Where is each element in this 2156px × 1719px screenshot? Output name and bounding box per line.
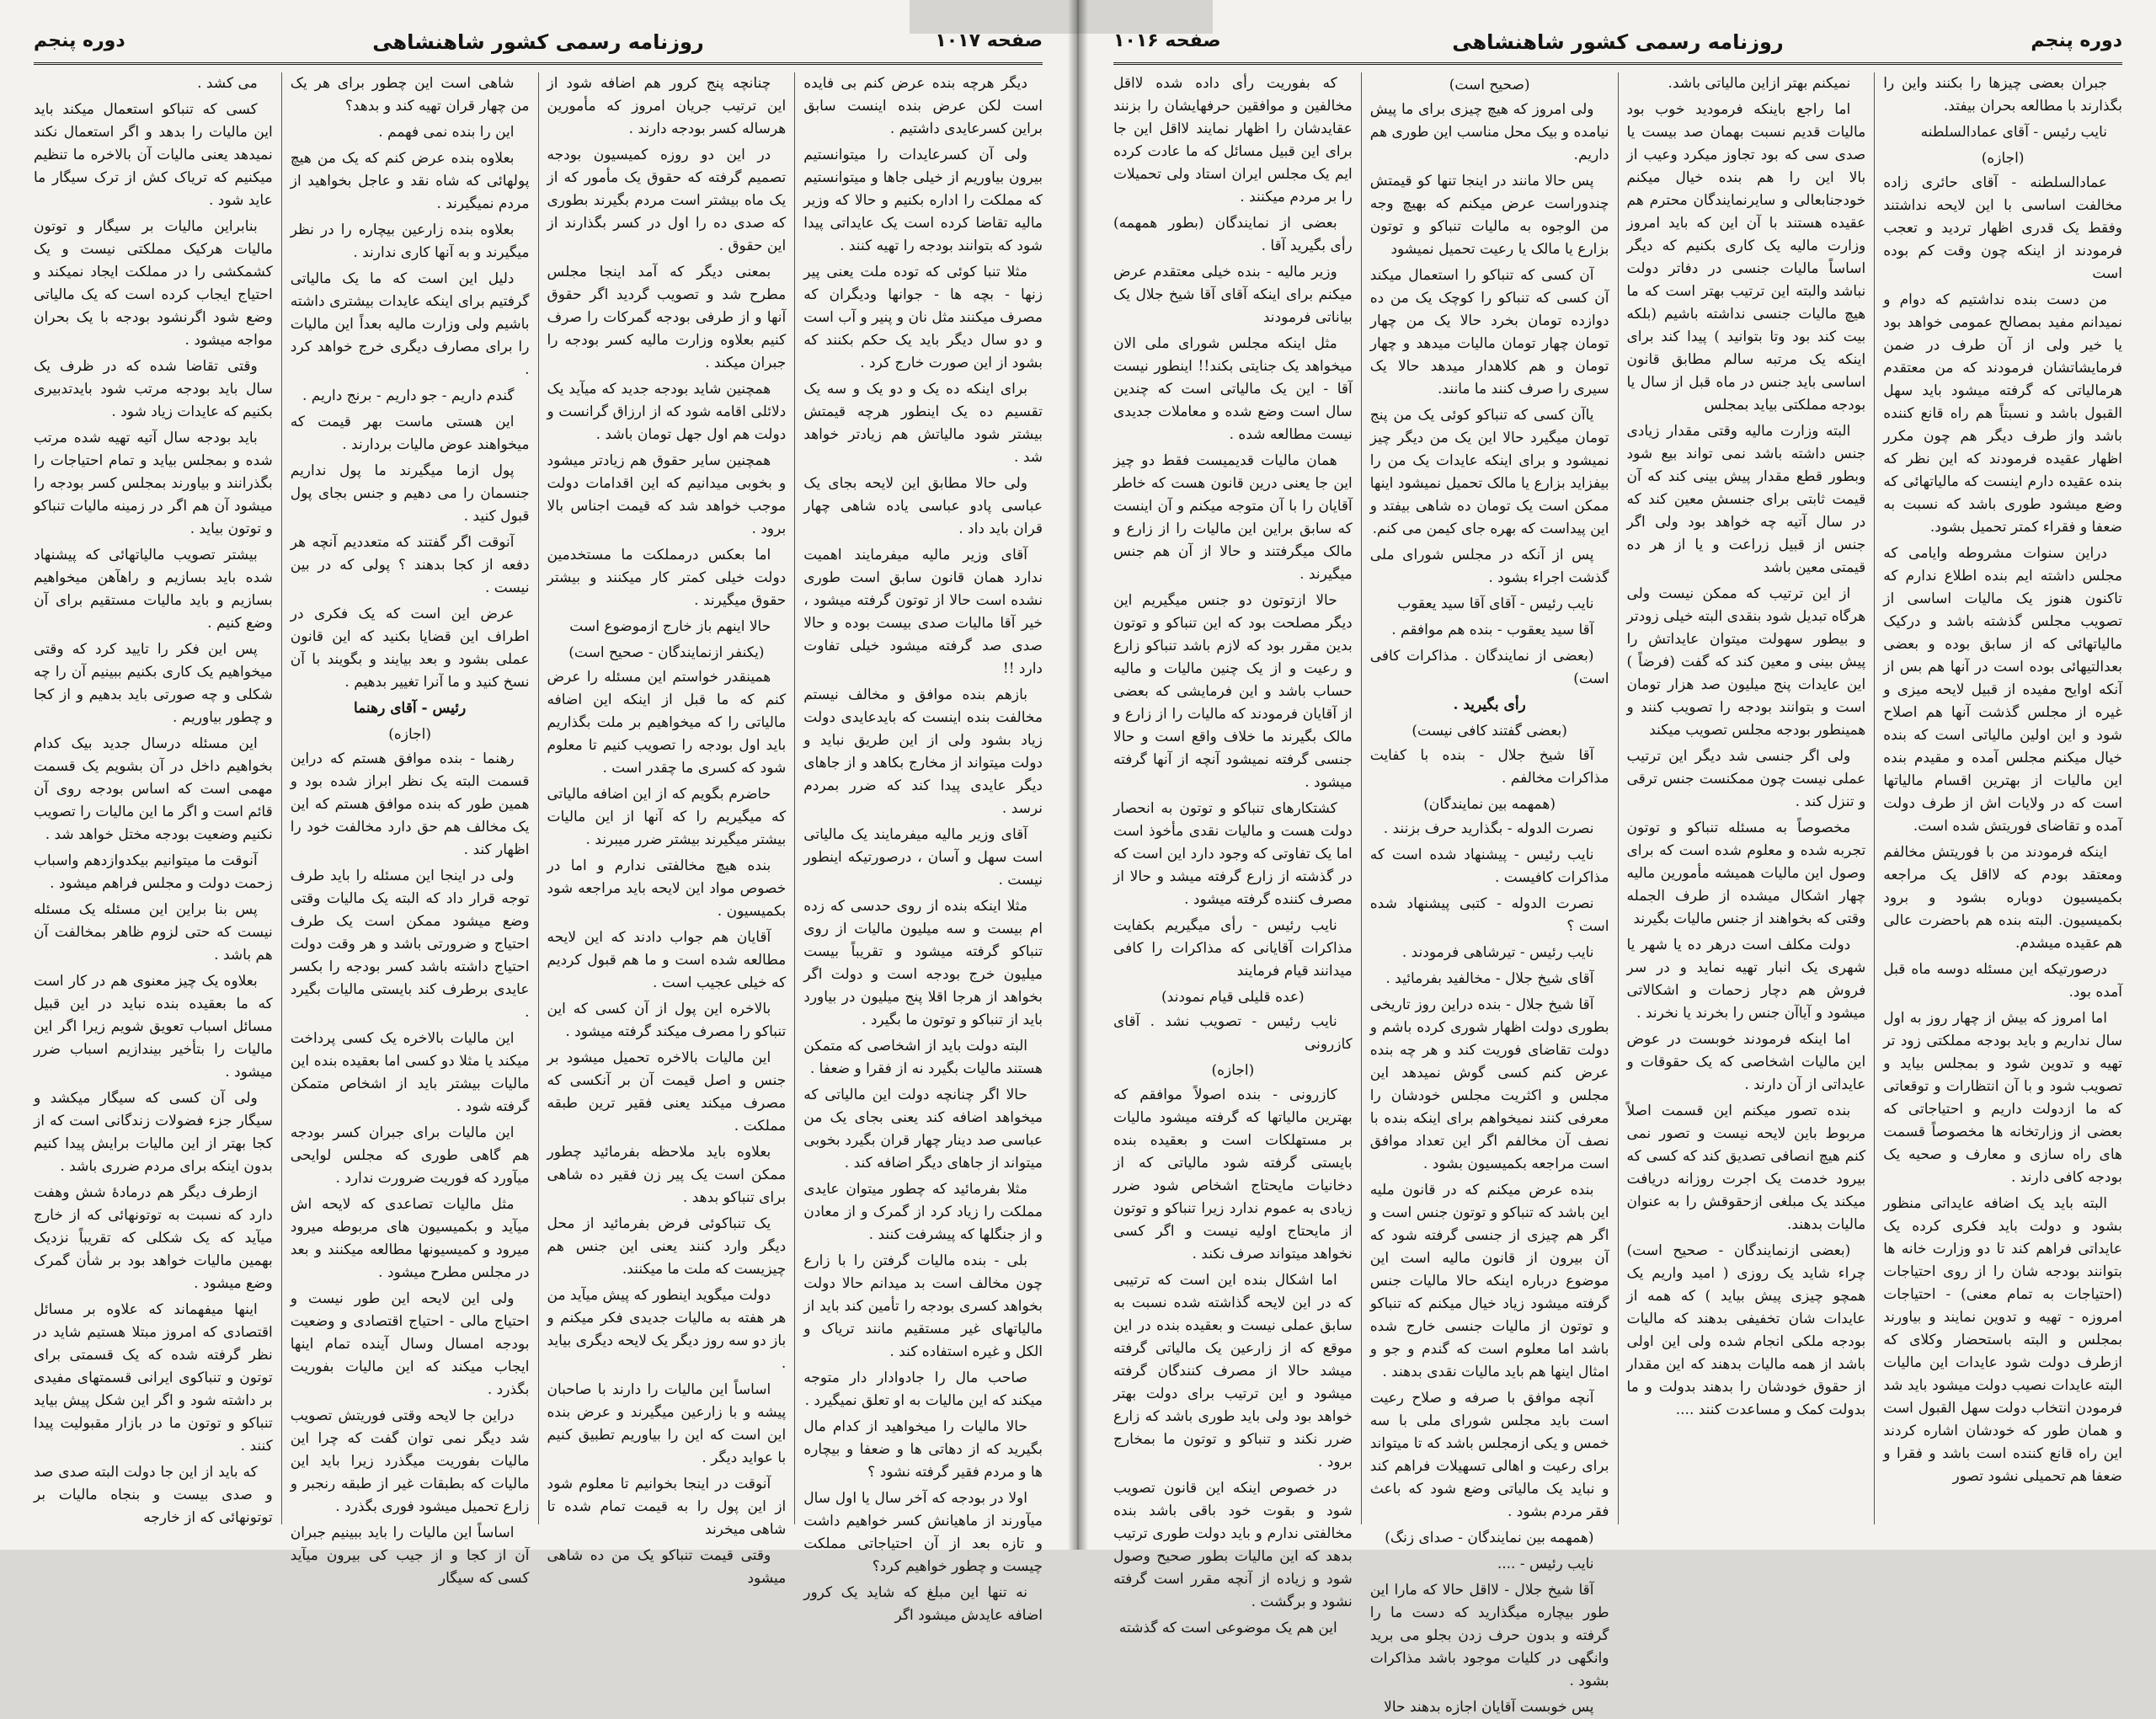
paragraph: پس از آنکه در مجلس شورای ملی گذشت اجراء بشود . — [1369, 547, 1609, 586]
paragraph: اولا در بودجه که آخر سال یا اول سال میآورند از ماهیانش کسر خواهیم داشت و تازه بعد از آن احتیاجاتی مملکت چیست و چطور خواهیم کرد؟ — [803, 1490, 1043, 1575]
parenthetical-note: (بعضی گفتند کافی نیست) — [1412, 723, 1567, 739]
paragraph: ولی این لایحه این طور نیست و احتیاج مالی - احتیاج اقتصادی و وضعیت بودجه امسال وسال آینده تمام اینها ایجاب میکند که این مالیات بفوریت بگذرد . — [290, 1290, 530, 1398]
paragraph: همینقدر خواستم این مسئله را عرض کنم که ما قبل از اینکه این اضافه مالیاتی را که میخواهیم بر ملت بگذاریم باید اول بودجه را تصویب کنیم تا معلوم شود که کسری ما چقدر است . — [547, 669, 787, 777]
paragraph: دراین سنوات مشروطه وایامی که مجلس داشته ایم بنده اطلاع ندارم که تاکنون هنوز یک مالیات اساسی از تصویب مجلس گذشته باشد و درکیک مالیاتهائی که از سابق بوده و بعضی بعدالتیهائی بوده است در آنها هم بس از آنکه اوایح مفیده از قبیل لایحه میزی و غیره از مجلس گذشت آنها هم اصلاح شود و این اولین مالیاتی است که بنده خیال میکنم مجلس آمده و مقیدم بنده این مالیات از بهترین اقسام مالیاتها است که در ولایات اش از طرف دولت آمده و تقاضای فوریتش شده است. — [1883, 545, 2122, 835]
paragraph: نایب رئیس - تصویب نشد . آقای کازرونی — [1113, 1013, 1353, 1053]
page-number: صفحه ۱۰۱۶ — [1113, 30, 1221, 51]
paragraph: بمعنی دیگر که آمد اینجا مجلس مطرح شد و تصویب گردید اگر حقوق آنها و از طرفی بودجه گمرکات را صرف کنیم بعلاوه وزارت مالیه کسر بودجه را جبران میکند . — [547, 264, 787, 371]
paragraph: کازرونی - بنده اصولاً موافقم که بهترین مالیاتها که گرفته میشود مالیات بر مستهلکات است و بعقیده بنده بایستی گرفته شود مالیاتی که از دخانیات مایحتاج اشخاص شود ضرر زیادی به عموم ندارد زیرا تنباکو و توتون از مایحتاج اولیه نیست و اگر کسی نخواهد میتواند صرف نکند . — [1113, 1086, 1353, 1263]
left-page — [0, 0, 1076, 1624]
paragraph: ولی آن کسی که سیگار میکشد و سیگار جزء فضولات زندگانی است که از کجا بهتر از این مالیات برایش پیدا کنیم بدون اینکه برای مردم ضرری باشد . — [34, 1090, 273, 1175]
paragraph: بعلاوه یک چیز معنوی هم در کار است که ما بعقیده بنده نباید در این قبیل مسائل اسباب تعویق شویم زیرا اگر این مالیات را بتأخیر بیندازیم اسباب ضرر میشود . — [34, 973, 273, 1081]
paragraph: بعلاوه بنده زارعین بیچاره را در نظر میگیرند و به آنها کاری ندارند . — [290, 222, 530, 261]
paragraph: نایب رئیس - آقای آقا سید یعقوب — [1397, 595, 1594, 612]
paragraph: که بفوریت رأی داده شده لااقل مخالفین و موافقین حرفهایشان را بزنند عقایدشان را اظهار نمایند لااقل این جا برای این قبیل مسائل که ما عادت کرده ایم یک مجلس ایران استاد ولی تحمیلات را بر مردم میکنند . — [1113, 75, 1353, 206]
left-page-columns — [25, 72, 1051, 1624]
right-page-columns — [1105, 72, 2131, 1716]
paragraph: پس خوبست آقایان اجازه بدهند حالا — [1384, 1699, 1594, 1716]
speaker-heading: رئیس - آقای رهنما — [354, 700, 467, 717]
parenthetical-note: (عده قلیلی قیام نمودند) — [1161, 989, 1305, 1006]
paragraph: ولی آن کسرعایدات را میتوانستیم بیرون بیاوریم از خیلی جاها و میتوانستیم که مملکت را اداره بکنیم و حالا که وزیر مالیه تقاضا کرده است یک عایداتی پیدا شود که بتوانند بودجه را تهیه کنند . — [803, 147, 1043, 254]
paragraph: نصرت الدوله - کتبی پیشنهاد شده است ؟ — [1369, 895, 1609, 935]
paragraph: البته دولت باید از اشخاصی که متمکن هستند مالیات بگیرد نه از فقرا و ضعفا . — [803, 1038, 1043, 1077]
paragraph: پول ازما میگیرند ما پول نداریم جنسمان را می دهیم و جنس بجای پول قبول کنید . — [290, 462, 530, 525]
paragraph: حاضرم بگویم که از این اضافه مالیاتی که میگیریم را که آنها از این مالیات بیشتر میگیرند بیشتر ضرر میبرند . — [547, 786, 787, 848]
paragraph: بنده عرض میکنم که در قانون ملیه این باشد که تنباکو و توتون جنس است و اگر هم چیزی از جنسی گرفته شود که آن بیرون از قانون مالیه است این موضوع درباره اینکه حالا مالیات جنس گرفته میشود زیاد خیال میکنم که تنباکو و توتون از مالیات جنسی خارج شده باشد اما معلوم است که گندم و جو و امثال اینها هم باید مالیات نقدی بدهند . — [1369, 1182, 1609, 1380]
paragraph: این هستی ماست بهر قیمت که میخواهند عوض مالیات بردارند . — [290, 414, 530, 453]
text-column — [794, 72, 1051, 1624]
paragraph: در این دو روزه کمیسیون بودجه تصمیم گرفته که حقوق یک مأمور که از یک ماه بیشتر است مردم بگیرند بطوری که صدی ده را اول در کسر بگذارند از این حقوق . — [547, 147, 787, 254]
session-label: دوره پنجم — [34, 30, 125, 51]
paragraph: نمیکنم بهتر ازاین مالیاتی باشد. — [1668, 75, 1851, 92]
paragraph: یاآن کسی که تنباکو کوئی یک من پنج تومان میگیرد حالا این یک من دیگر چیز نمیشود و برای اینکه عایدات یک من را بیفزاید بزارع یا مالک تحمیل نمیشود اینها ممکن است یک تومان ده شاهی بیفتد و این پیداست که بهره جای کیمن می کنم. — [1369, 407, 1609, 537]
paragraph: وقتی قیمت تنباکو یک من ده شاهی میشود — [547, 1547, 787, 1587]
paragraph: این را بنده نمی فهمم . — [378, 124, 515, 141]
page-number: صفحه ۱۰۱۷ — [935, 30, 1043, 51]
paragraph: این مالیات بالاخره تحمیل میشود بر جنس و اصل قیمت آن بر آنکسی که مصرف میکند یعنی فقیر ترین طبقه مملکت . — [547, 1049, 787, 1134]
paragraph: آقای وزیر مالیه میفرمایند یک مالیاتی است سهل و آسان ، درصورتیکه اینطور نیست . — [803, 826, 1043, 889]
paragraph: اساساً این مالیات را دارند با صاحبان پیشه و با زارعین میگیرند و عرض بنده این است که این را بیاوریم تطبیق کنیم با عواید دیگر . — [547, 1381, 787, 1466]
paragraph: آنوقت اگر گفتند که متعددیم آنچه هر دفعه از کجا بدهند ؟ پولی که در بین نیست . — [290, 534, 530, 596]
paragraph: دلیل این است که ما یک مالیاتی گرفتیم برای اینکه عایدات بیشتری داشته باشیم ولی وزارت مالیه بعداً این مالیات را برای مصارف دیگری خرج خواهد کرد . — [290, 270, 530, 378]
paragraph: آقا شیخ جلال - لااقل حالا که مارا این طور بیچاره میگذارید که دست ما را گرفته و بدون حرف زدن بجلو می برید وانگهی در کلیات موجود باشد مذاکرات بشود . — [1369, 1582, 1609, 1690]
paragraph: آنوقت در اینجا بخوانیم تا معلوم شود از این پول را به قیمت تمام شده تا شاهی میخرند — [547, 1476, 787, 1538]
paragraph: در خصوص اینکه این قانون تصویب شود و بقوت خود باقی باشد بنده مخالفتی ندارم و باید دولت طوری ترتیب بدهد که این مالیات بطور صحیح وصول شود و زیاده از آنچه مقرر است گرفته نشود و برگشت . — [1113, 1480, 1353, 1610]
paragraph: اما بعکس درمملکت ما مستخدمین دولت خیلی کمتر کار میکنند و بیشتر حقوق میگیرند . — [547, 547, 787, 609]
paragraph: پس این فکر را تایید کرد که وقتی میخواهیم یک کاری بکنیم ببینیم آن را چه شکلی و چه صورتی باید بدهیم و از کجا و چطور بیاوریم . — [34, 641, 273, 726]
text-column — [25, 72, 281, 1524]
paragraph: آقای شیخ جلال - مخالفید بفرمائید . — [1385, 970, 1594, 987]
paragraph: می کشد . — [197, 75, 258, 92]
paragraph: بیشتر تصویب مالیاتهائی که پیشنهاد شده باید بسازیم و راهآهن میخواهیم بسازیم و باید مالیات مستقیم برای آن وضع کنیم . — [34, 547, 273, 632]
paragraph: برای اینکه ده یک و دو یک و سه یک تقسیم ده یک اینطور هرچه قیمتش بیشتر شود مالیاتش هم زیادتر خواهد شد . — [803, 381, 1043, 466]
paragraph: همچنین سایر حقوق هم زیادتر میشود و بخوبی میدانیم که این اقدامات دولت موجب خواهد شد که قیمت اجناس بالا برود . — [547, 452, 787, 537]
paragraph: (بعضی ازنمایندگان - صحیح است) چراء شاید یک روزی ( امید واریم یک همچو چیزی پیش بیاید ) که همه از عایدات شان تخفیفی بدهند که مالیات بودجه ملکی انجام شده ولی این اولی باشد از همه مالیات بدهند که این مقدار از حقوق خودشان را بدهند بدولت و ما بدولت کمک و مساعدت کنند .... — [1626, 1242, 1866, 1418]
paragraph: دولت مکلف است درهر ده یا شهر یا شهری یک انبار تهیه نماید و در سر فروش هم دچار زحمات و اشکالاتی میشود و آیاآن جنس را بخرند یا نخرند . — [1626, 937, 1866, 1022]
paragraph: حالا مالیات را میخواهید از کدام مال بگیرید که از دهاتی ها و ضعفا و بیچاره ها و مردم فقیر گرفته نشود ؟ — [803, 1418, 1043, 1481]
paragraph: عرض این است که یک فکری در اطراف این قضایا بکنید که این قانون عملی بشود و بعد بیایند و بگویند با آن نسخ کنید و ما آنرا تغییر بدهیم . — [290, 606, 530, 691]
paragraph: من دست بنده نداشتیم که دوام و نمیدانم مفید بمصالح عمومی خواهد بود یا خیر ولی از آن طرف در ضمن فرمایشاتشان فرمودند که من معتقدم هرمالیاتی که گرفته میشود باید سهل القبول باشد و نسبتاً هم راه قانع کننده باشد واز طرف دیگر هم چون مکرر اظهار عقیده فرمودند که این نظر که بنده عقیده دارم اینست که مالیاتهائی که وضع میشود طوری باشد که نسبت به ضعفا و فقراء کمتر تحمیل بشود. — [1883, 291, 2122, 536]
parenthetical-note: (یکنفر ازنمایندگان - صحیح است) — [568, 644, 765, 661]
paragraph: این هم یک موضوعی است که گذشته — [1118, 1620, 1337, 1636]
paragraph: دیگر هرچه بنده عرض کنم بی فایده است لکن عرض بنده اینست سابق براین کسرعایدی داشتیم . — [803, 75, 1043, 137]
paragraph: بنابراین مالیات بر سیگار و توتون مالیات هرکیک مملکتی نیست و یک کشمکشی را در مملکت ایجاد نمیکند و احتیاج ایجاب کرده است که یک مالیاتی وضع شود اگرنشود بودجه با یک بحران مواجه میشود . — [34, 218, 273, 349]
paragraph: آن کسی که تنباکو را استعمال میکند آن کسی که تنباکو را کوچک یک من ده دوازده تومان بخرد حالا یک من چهار تومان چهار تومان مالیات میدهد و چهار تومان و هم کلاهدار میدهد حالا یک سیری را صرف کنند ما مانند. — [1369, 267, 1609, 398]
paragraph: دراین جا لایحه وقتی فوریتش تصویب شد دیگر نمی توان گفت که چرا این مالیات بفوریت میگذرد زیرا باید این مالیات که بطبقات غیر از طبقه رنجبر و زارع تحمیل میشود فوری بگذرد . — [290, 1407, 530, 1515]
paragraph: بلی - بنده مالیات گرفتن را با زارع چون مخالف است بد میدانم حالا دولت بخواهد کسری بودجه را تأمین کند باید از مالیاتهای غیر مستقیم مانند تریاک و الکل و غیره استفاده کند . — [803, 1252, 1043, 1360]
paragraph: بازهم بنده موافق و مخالف نیستم مخالفت بنده اینست که بایدعایدی دولت زیاد بشود ولی از این طریق نباید و دولت میتواند از مخارج بکاهد و از جاهای دیگر عایدی پیدا کند که ضرر بمردم نرسد . — [803, 686, 1043, 817]
paragraph: یک تنباکوئی فرض بفرمائید از محل دیگر وارد کنند یعنی این جنس هم چیزیست که ملت ما میکنند. — [547, 1215, 787, 1278]
right-page-header — [1113, 19, 2122, 65]
paragraph: دولت میگوید اینطور که پیش میآید من هر هفته به مالیات جدیدی فکر میکنم و باز دو سه روز دیگر یک لایحه دیگری بیاید . — [547, 1287, 787, 1372]
paragraph: مثل اینکه مجلس شورای ملی الان میخواهد یک جنایتی بکند!! اینطور نیست آقا - این یک مالیاتی است که چندین سال است وضع شده و معاملات جدیدی نیست مطالعه شده . — [1113, 335, 1353, 443]
right-page — [1080, 0, 2156, 1716]
paragraph: از این ترتیب که ممکن نیست ولی هرگاه تبدیل شود بنقدی البته خیلی زودتر و بیطور سهولت میتوان عایداتش را پیش بینی و معین کند که گفت (فرضاً ) این عایدات پنج میلیون صد هزار تومان است و بتوانند بودجه را تصویب کنند و همینطور بودجه مجلس تصویب میکند — [1626, 585, 1866, 739]
paragraph: همچنین شاید بودجه جدید که میآید یک دلائلی اقامه شود که از ارزاق گرانست و دولت هم اول جهل تومان باشد . — [547, 381, 787, 443]
paragraph: مثلا بفرمائید که چطور میتوان عایدی مملکت را زیاد کرد از گمرک و از معادن و از جنگلها که پیشرفت کنند . — [803, 1181, 1043, 1243]
paragraph: آنوقت ما میتوانیم بیکدوازدهم واسباب زحمت دولت و مجلس فراهم میشود . — [34, 852, 273, 892]
paragraph: آقای وزیر مالیه میفرمایند اهمیت ندارد همان قانون سابق است طوری نشده است حالا از توتون گرفته میشود ، خیر آقا مالیات صدی بیست بوده و حالا صدی صد گرفته میشود خیلی تفاوت دارد !! — [803, 547, 1043, 677]
paragraph: ولی در اینجا این مسئله را باید طرف توجه قرار داد که البته یک مالیات وقتی وضع میشود ممکن است یک طرف احتیاج و ضرورتی باشد و هر وقت دولت احتیاج داشته باشد کسر بودجه را بکسر عایدی برطرف کند بایستی مالیات بگیرد . — [290, 868, 530, 1021]
paragraph: آقایان هم جواب دادند که این لایحه مطالعه شده است و ما هم قبول کردیم که خیلی عجیب است . — [547, 929, 787, 991]
paragraph: همان مالیات قدیمیست فقط دو چیز این جا یعنی درین قانون هست که خاطر آقایان را با آن متوجه میکنم و آن اینست که سابق براین این مالیات را از زارع و مالک میگرفتند و حالا از آن هم جنس میگیرند . — [1113, 452, 1353, 583]
parenthetical-note: (اجازه) — [1211, 1062, 1255, 1079]
paragraph: مخصوصاً به مسئله تنباکو و توتون تجربه شده و معلوم شده است که برای وصول این مالیات همیشه مأمورین مالیه چهار اشکال میشده از طرف الجمله وقتی که بخواهند از جنس مالیات بگیرند — [1626, 819, 1866, 927]
paragraph: اساساً این مالیات را باید ببینیم جبران آن از کجا و از جیب کی بیرون میآید کسی که سیگار — [290, 1524, 530, 1587]
paragraph: این مالیات برای جبران کسر بودجه هم گاهی طوری که مجلس لوایحی میآورد که فوریت ضرورت ندارد . — [290, 1124, 530, 1187]
paragraph: وقتی تقاضا شده که در ظرف یک سال باید بودجه مرتب شود بایدتدبیری بکنیم که عایدات زیاد شود . — [34, 358, 273, 420]
paragraph: اما اشکال بنده این است که ترتیبی که در این لایحه گذاشته شده نسبت به سابق عملی نیست و بعقیده بنده در این موقع که از زارعین یک مالیاتی گرفته میشد حالا از مصرف کنندگان گرفته میشود و این ترتیب برای دولت بهتر خواهد بود ولی باید طوری باشد که زارع ضرر نکند و تنباکو و توتون ما بمخارج برود . — [1113, 1272, 1353, 1471]
paragraph: البته وزارت مالیه وقتی مقدار زیادی جنس داشته باشد نمی تواند بیع شود وبطور قطع مقدار پیش بینی کند که آن قیمت ثابتی برای جنسش معین کند که در سال آتیه چه خواهد بود ولی اگر جنس از قبیل زراعت و یا از هر ده قیمتی معین باشد — [1626, 423, 1866, 576]
paragraph: اینکه فرمودند من با فوریتش مخالفم ومعتقد بودم که لااقل یک مراجعه بکمیسیون دوباره بشود و برود بکمیسیون. البته بنده هم باحضرت عالی هم عقیده میشدم. — [1883, 844, 2122, 952]
paragraph: این مالیات بالاخره یک کسی پرداخت میکند یا مثلا دو کسی اما بعقیده بنده این مالیات بیشتر باید از اشخاص متمکن گرفته شود . — [290, 1030, 530, 1115]
paragraph: که باید از این جا دولت البته صدی صد و صدی بیست و بنجاه مالیات بر توتونهائی که از خارجه — [34, 1464, 273, 1526]
parenthetical-note: (همهمه بین نمایندگان) — [1423, 796, 1556, 813]
paragraph: پس بنا براین این مسئله یک مسئله نیست که حتی لزوم ظاهر بمخالفت آن هم باشد . — [34, 901, 273, 964]
paragraph: ازطرف دیگر هم درمادهٔ شش وهفت دارد که نسبت به توتونهائی که از خارج میآید که یک شکلی که تقریباً نزدیک بهمین مالیات خواهد بود بر شأن گمرک وضع میشود . — [34, 1184, 273, 1292]
paragraph: بنده هیچ مخالفتی ندارم و اما در خصوص مواد این لایحه باید مراجعه شود بکمیسیون . — [547, 857, 787, 920]
text-column — [538, 72, 795, 1587]
paragraph: ولی حالا مطابق این لایحه بجای یک عباسی پادو عباسی یاده شاهی چهار قران باید داد . — [803, 475, 1043, 537]
paragraph: نایب رئیس - تیرشاهی فرمودند . — [1401, 944, 1594, 961]
paragraph: جبران بعضی چیزها را بکنند واین را بگذارند با مطالعه بحران بیفتد. — [1883, 75, 2122, 115]
paragraph: بعضی از نمایندگان (بطور همهمه) رأی بگیرید آقا . — [1113, 215, 1353, 254]
paragraph: نایب رئیس - پیشنهاد شده است که مذاکرات کافیست . — [1369, 846, 1609, 886]
paragraph: پس حالا مانند در اینجا تنها کو قیمتش چندوراست عرض میکنم که بهیچ وجه من الوجوه به مالیات تنباکو و توتون بزارع یا مالک یا رعیت تحمیل نمیشود — [1369, 173, 1609, 258]
paragraph: گندم داریم - جو داریم - برنج داریم . — [302, 387, 515, 404]
paragraph: آقا سید یعقوب - بنده هم موافقم . — [1391, 622, 1594, 638]
paragraph: ولی امروز که هیچ چیزی برای ما پیش نیامده و بیک محل مناسب این طوری هم داریم. — [1369, 101, 1609, 163]
paragraph: مثلا اینکه بنده از روی حدسی که زده ام بیست و سه میلیون مالیات از روی تنباکو گرفته میشود و تقریباً بیست میلیون خرج بودجه است و دولت اگر بخواهد از هرجا اقلا پنج میلیون در بیاورد باید از تنباکو و توتون ما بگیرد . — [803, 898, 1043, 1028]
paragraph: حالا اینهم باز خارج ازموضوع است — [569, 618, 771, 635]
paragraph: البته باید یک اضافه عایداتی منظور بشود و دولت باید فکری کرده یک عایداتی فراهم کند تا دو وزارت خانه ها بتوانند بودجه شان را از روی احتیاجات (احتیاجات به تمام معنی) - احتیاجات امروزه - تهیه و تدوین نمایند و بیاورند بمجلس و البته باستحضار وکلای که ازطرف دولت شود عایدات این مالیات البته عایدات نصیب دولت میشود باید شد فرمودن انتخاب دولت سهل القبول است و همان طور که خودشان اشاره کردند این راه قانع کننده است باشد و فقرا و ضعفا هم تحمیلی نشود تصور — [1883, 1195, 2122, 1485]
parenthetical-note: (اجازه) — [388, 726, 432, 743]
newspaper-title: روزنامه رسمی کشور شاهنشاهی — [1452, 30, 1784, 54]
parenthetical-note: (اجازه) — [1981, 150, 2025, 167]
paragraph: (همهمه بین نمایندگان - صدای زنگ) — [1385, 1529, 1594, 1546]
paragraph: بعلاوه بنده عرض کنم که یک من هیچ پولهائی که شاه نقد و عاجل بخواهید از مردم نمیگیرند . — [290, 150, 530, 212]
paragraph: حالا اگر چنانچه دولت این مالیاتی که میخواهد اضافه کند یعنی بجای یک من عباسی صد دینار چهار قران بگیرد بخوبی میتواند از جاهای دیگر اضافه کند . — [803, 1086, 1043, 1172]
paragraph: نصرت الدوله - بگذارید حرف بزنند . — [1383, 820, 1594, 837]
paragraph: بعلاوه باید ملاحظه بفرمائید چطور ممکن است یک پیر زن فقیر ده شاهی برای تنباکو بدهد . — [547, 1144, 787, 1206]
paragraph: آنچه موافق با صرفه و صلاح رعیت است باید مجلس شورای ملی با سه خمس و یکی ازمجلس باشد که تا میتواند برای رعیت و اهالی تسهیلات فراهم کند و نباید یک مالیاتی وضع شود که باعث فقر مردم بشود . — [1369, 1390, 1609, 1520]
text-column — [281, 72, 538, 1587]
paragraph: اما اینکه فرمودند خوبست در عوض این مالیات اشخاصی که یک حقوقات و عایداتی از آن دارند . — [1626, 1031, 1866, 1093]
paragraph: ولی اگر جنسی شد دیگر این ترتیب عملی نیست چون ممکنست جنس ترقی و تنزل کند . — [1626, 748, 1866, 810]
paragraph: کسی که تنباکو استعمال میکند باید این مالیات را بدهد و اگر استعمال نکند نمیدهد یعنی مالیات آن بالاخره ما تنظیم میکنیم که تریاک کش از ترک سیگار ما عاید شود . — [34, 101, 273, 209]
paragraph: نایب رئیس - رأی میگیریم بکفایت مذاکرات آقایانی که مذاکرات را کافی میدانند قیام فرمایند — [1113, 917, 1353, 980]
paragraph: اما امروز که بیش از چهار روز به اول سال نداریم و باید بودجه مملکتی زود تر تهیه و تدوین شود و بمجلس بیاید و تصویب شود و با آن انتظارات و توقعاتی که ما ازدولت داریم و احتیاجاتی که بعضی از وزارتخانه ها مخصوصاً قسمت های راه سازی و معارف و صحیه یک بودجه کافی دارند . — [1883, 1010, 2122, 1186]
paragraph: نایب رئیس - آقای عمادالسلطنه — [1920, 124, 2107, 141]
paragraph: مثل مالیات تصاعدی که لایحه اش میآید و بکمیسیون های مربوطه میرود میرود و کمیسیونها مطالعه میکنند و بعد در مجلس مطرح میشود . — [290, 1196, 530, 1281]
paragraph: بالاخره این پول از آن کسی که این تنباکو را مصرف میکند گرفته میشود . — [547, 1001, 787, 1040]
paragraph: کشتکارهای تنباکو و توتون به انحصار دولت هست و مالیات نقدی مأخوذ است اما یک تفاوتی که وجود دارد این است که در گذشته از زارع گرفته میشد و حالا از مصرف کننده گرفته میشود . — [1113, 800, 1353, 908]
text-column — [1361, 72, 1618, 1716]
text-column — [1618, 72, 1875, 1524]
paragraph: آقا شیخ جلال - بنده دراین روز تاریخی بطوری دولت اظهار شوری کرده باشم و دولت تقاضای فوریت کند و هر چه بنده عرض کنم کسی گوش نمیدهد این مجلس و اکثریت مجلس خودشان را معرفی کنند نمیخواهم برای اینکه بنده با نصف آن مخالفم اگر این تعداد موافق است مراجعه بکمیسیون بشود . — [1369, 996, 1609, 1172]
text-column — [1874, 72, 2131, 1524]
page-gutter — [1068, 0, 1088, 1550]
paragraph: درصورتیکه این مسئله دوسه ماه قبل آمده بود. — [1883, 961, 2122, 1001]
paragraph: مثلا تنبا کوئی که توده ملت یعنی پیر زنها - بچه ها - جوانها ودیگران که مصرف میکنند مثل نان و پنیر و آب است و دو سال دیگر باید یک حکم بکنند که بشود از این صورت خارج کرد . — [803, 264, 1043, 371]
speaker-heading: رأی بگیرید . — [1453, 697, 1526, 713]
paragraph: رهنما - بنده موافق هستم که دراین قسمت البته یک نظر ابراز شده بود و همین طور که بنده موافق هستم که این یک مخالف هم حق دارد مخالفت خود را اظهار کند . — [290, 750, 530, 858]
parenthetical-note: (صحیح است) — [1449, 77, 1530, 93]
paragraph: (بعضی از نمایندگان . مذاکرات کافی است) — [1369, 648, 1609, 687]
paragraph: اما راجع باینکه فرمودید خوب بود مالیات قدیم نسبت بهمان صد بیست یا صدی سی که بود تجاوز میکرد وعیب از بالا این را هم بنده خیال میکنم خودجنابعالی و سایرنمایندگان محترم هم عقیده هستند با آن این که باید امروز وزارت مالیه یک کاری بکنیم که دیگر اساساً مالیات جنسی در دفاتر دولت نباشد والبته این ترتیب بهتر است که ما هیچ مالیات جنسی نداشته باشیم (بلکه بیت کند بود وتا بتوانید ) پیدا کند برای اینکه یک مرتبه سالم مطابق قانون اساسی باید جنس در ماه قبل از سال یا بودجه مملکتی بیاید بمجلس — [1626, 101, 1866, 414]
newspaper-title: روزنامه رسمی کشور شاهنشاهی — [372, 30, 704, 54]
paragraph: بنده تصور میکنم این قسمت اصلاً مربوط باین لایحه نیست و تصور نمی کنم هیچ انصافی تصدیق کند که کسی که بیرود خدمت یک اجرت روزانه دریافت میکند یک مبلغی ازحقوقش را به عنوان مالیات بدهند. — [1626, 1102, 1866, 1233]
paragraph: نایب رئیس - .... — [1497, 1556, 1594, 1572]
paragraph: وزیر مالیه - بنده خیلی معتقدم عرض میکنم برای اینکه آقای آقا شیخ جلال یک بیاناتی فرمودند — [1113, 264, 1353, 326]
paragraph: شاهی است این چطور برای هر یک من چهار قران تهیه کند و بدهد؟ — [290, 75, 530, 115]
text-column — [1105, 72, 1361, 1636]
session-label: دوره پنجم — [2031, 30, 2122, 51]
paragraph: این مسئله درسال جدید بیک کدام بخواهیم داخل در آن بشویم یک قسمت مهمی است که اساس بودجه روی آن قائم است و اگر ما این مالیات را تصویب نکنیم وضعیت بودجه مختل خواهد شد . — [34, 735, 273, 843]
paragraph: حالا ازتوتون دو جنس میگیریم این دیگر مصلحت بود که این تنباکو و توتون بدین مقرر بود که لازم باشد تنباکو زارع و رعیت و از یک چنین مالیات و مالیه حساب باشد و این فرمایشی که بعضی از آقایان فرمودند که مالیات را از زارع و مالک بگیرند ما خلاف واقع است و حالا جنسی گرفته نمیشود آنچه از آنها گرفته میشود . — [1113, 592, 1353, 791]
paragraph: آقا شیخ جلال - بنده با کفایت مذاکرات مخالفم . — [1369, 747, 1609, 787]
left-page-header — [34, 19, 1043, 65]
paragraph: اینها میفهماند که علاوه بر مسائل اقتصادی که امروز مبتلا هستیم شاید در نظر گرفته شده که یک قسمتی برای توتون و تنباکوی ایرانی قسمتهای مفیدی بر داشته شود و اگر این شکل پیش بیاید تنباکو و توتون ما در بازار مقبولیت پیدا کنند . — [34, 1301, 273, 1455]
paragraph: چنانچه پنج کرور هم اضافه شود از این ترتیب جریان امروز که مأمورین هرساله کسر بودجه دارند . — [547, 75, 787, 137]
paragraph: صاحب مال را جادوادار دار متوجه میکند که این مالیات به او تعلق نمیگیرد . — [803, 1369, 1043, 1409]
paragraph: عمادالسلطنه - آقای حائری زاده مخالفت اساسی با این لایحه نداشتند وفقط یک قدری اظهار تردید و تعجب فرمودند از اینکه چون وقت کم بوده است — [1883, 174, 2122, 282]
paragraph: باید بودجه سال آتیه تهیه شده مرتب شده و بمجلس بیاید و تمام احتیاجات را بگذرانند و بیاورند بمجلس کسر بودجه را میشود آن هم اگر در زمینه مالیات تنباکو و توتون بیاید . — [34, 430, 273, 537]
paragraph: نه تنها این مبلغ که شاید یک کرور اضافه عایدش میشود اگر — [803, 1584, 1043, 1624]
